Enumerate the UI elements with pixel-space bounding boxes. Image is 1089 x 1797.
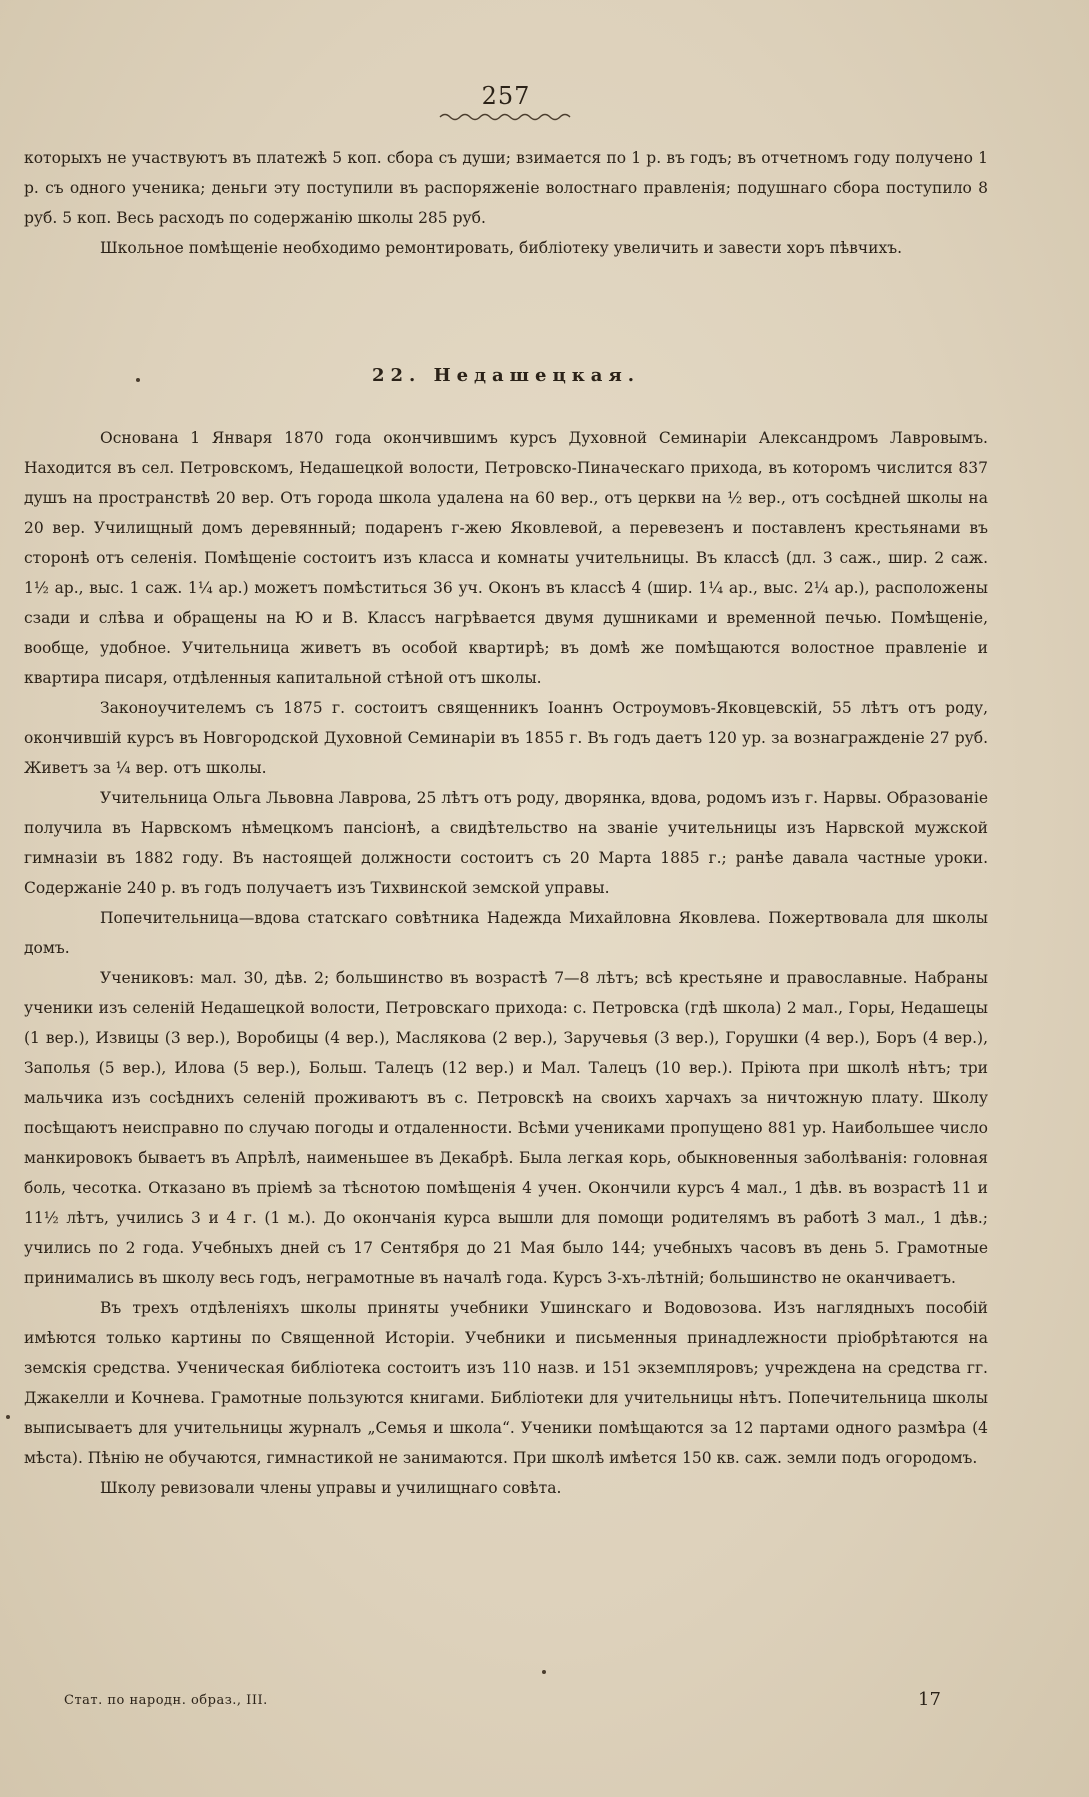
top-text-block [24,143,988,263]
ink-speck [136,378,140,382]
paragraph: Законоучителемъ съ 1875 г. состоитъ священникъ Іоаннъ Остроумовъ-Яковцевскій, 55 лѣтъ отъ роду, окончившій курсъ въ Новгородской Духовной Семинаріи въ 1855 г. Въ годъ даетъ 120 ур. за вознагражденіе 27 руб. Живетъ за ¼ вер. отъ школы. [24,699,988,777]
section-heading: 22. Недашецкая. [371,365,641,386]
paragraph: Школу ревизовали члены управы и училищнаго совѣта. [100,1479,562,1497]
paragraph: Школьное помѣщеніе необходимо ремонтировать, библіотеку увеличить и завести хоръ пѣвчихъ. [100,239,903,257]
paragraph: Попечительница—вдова статскаго совѣтника Надежда Михайловна Яковлева. Пожертвовала для школы домъ. [24,909,988,957]
main-text-block [24,423,988,1503]
ink-speck [542,1670,546,1674]
ink-speck [6,1415,10,1419]
paragraph: которыхъ не участвуютъ въ платежѣ 5 коп. сбора съ души; взимается по 1 р. въ годъ; въ отчетномъ году получено 1 р. съ одного ученика; деньги эту поступили въ распоряженіе волостнаго правленія; подушнаго сбора поступило 8 руб. 5 коп. Весь расходъ по содержанію школы 285 руб. [24,149,988,227]
paragraph: Учениковъ: мал. 30, дѣв. 2; большинство въ возрастѣ 7—8 лѣтъ; всѣ крестьяне и православные. Набраны ученики изъ селеній Недашецкой волости, Петровскаго прихода: с. Петровска (гдѣ школа) 2 мал., Горы, Недашецы (1 вер.), Извицы (3 вер.), Воробицы (4 вер.), Маслякова (2 вер.), Заручевья (3 вер.), Горушки (4 вер.), Боръ (4 вер.), Заполья (5 вер.), Илова (5 вер.), Больш. Талецъ (12 вер.) и Мал. Талецъ (10 вер.). Пріюта при школѣ нѣтъ; три мальчика изъ сосѣднихъ селеній проживаютъ въ с. Петровскѣ на своихъ харчахъ за ничтожную плату. Школу посѣщаютъ неисправно по случаю погоды и отдаленности. Всѣми учениками пропущено 881 ур. Наибольшее число манкировокъ бываетъ въ Апрѣлѣ, наименьшее въ Декабрѣ. Была легкая корь, обыкновенныя заболѣванія: головная боль, чесотка. Отказано въ пріемѣ за тѣснотою помѣщенія 4 учен. Окончили курсъ 4 мал., 1 дѣв. въ возрастѣ 11 и 11½ лѣтъ, учились 3 и 4 г. (1 м.). До окончанія курса вышли для помощи родителямъ въ работѣ 3 мал., 1 дѣв.; учились по 2 года. Учебныхъ дней съ 17 Сентября до 21 Мая было 144; учебныхъ часовъ въ день 5. Грамотные принимались въ школу весь годъ, неграмотные въ началѣ года. Курсъ 3-хъ-лѣтній; большинство не оканчиваетъ. [24,969,988,1287]
paragraph: Учительница Ольга Львовна Лаврова, 25 лѣтъ отъ роду, дворянка, вдова, родомъ изъ г. Нарвы. Образованіе получила въ Нарвскомъ нѣмецкомъ пансіонѣ, а свидѣтельство на званіе учительницы изъ Нарвской мужской гимназіи въ 1882 году. Въ настоящей должности состоитъ съ 20 Марта 1885 г.; ранѣе давала частные уроки. Содержаніе 240 р. въ годъ получаетъ изъ Тихвинской земской управы. [24,789,988,897]
paragraph: Основана 1 Января 1870 года окончившимъ курсъ Духовной Семинаріи Александромъ Лавровымъ. Находится въ сел. Петровскомъ, Недашецкой волости, Петровско-Пиначескаго прихода, въ которомъ числится 837 душъ на пространствѣ 20 вер. Отъ города школа удалена на 60 вер., отъ церкви на ½ вер., отъ сосѣдней школы на 20 вер. Училищный домъ деревянный; подаренъ г-жею Яковлевой, а перевезенъ и поставленъ крестьянами въ сторонѣ отъ селенія. Помѣщеніе состоитъ изъ класса и комнаты учительницы. Въ классѣ (дл. 3 саж., шир. 2 саж. 1½ ар., выс. 1 саж. 1¼ ар.) можетъ помѣститься 36 уч. Оконъ въ классѣ 4 (шир. 1¼ ар., выс. 2¼ ар.), расположены сзади и слѣва и обращены на Ю и В. Классъ нагрѣвается двумя душниками и временной печью. Помѣщеніе, вообще, удобное. Учительница живетъ въ особой квартирѣ; въ домѣ же помѣщаются волостное правленіе и квартира писаря, отдѣленныя капитальной стѣной отъ школы. [24,429,988,687]
footer-signature: Стат. по народн. образ., III. [64,1693,268,1708]
footer-sheet-number: 17 [918,1689,941,1710]
page-number: 257 [481,82,531,110]
paragraph: Въ трехъ отдѣленіяхъ школы приняты учебники Ушинскаго и Водовозова. Изъ наглядныхъ пособій имѣются только картины по Священной Исторіи. Учебники и письменныя принадлежности пріобрѣтаются на земскія средства. Ученическая библіотека состоитъ изъ 110 назв. и 151 экземпляровъ; учреждена на средства гг. Джакелли и Кочнева. Грамотные пользуются книгами. Библіотеки для учительницы нѣтъ. Попечительница школы выписываетъ для учительницы журналъ „Семья и школа“. Ученики помѣщаются за 12 партами одного размѣра (4 мѣста). Пѣнію не обучаются, гимнастикой не занимаются. При школѣ имѣется 150 кв. саж. земли подъ огородомъ. [24,1299,988,1467]
ornament-rule [438,112,574,122]
